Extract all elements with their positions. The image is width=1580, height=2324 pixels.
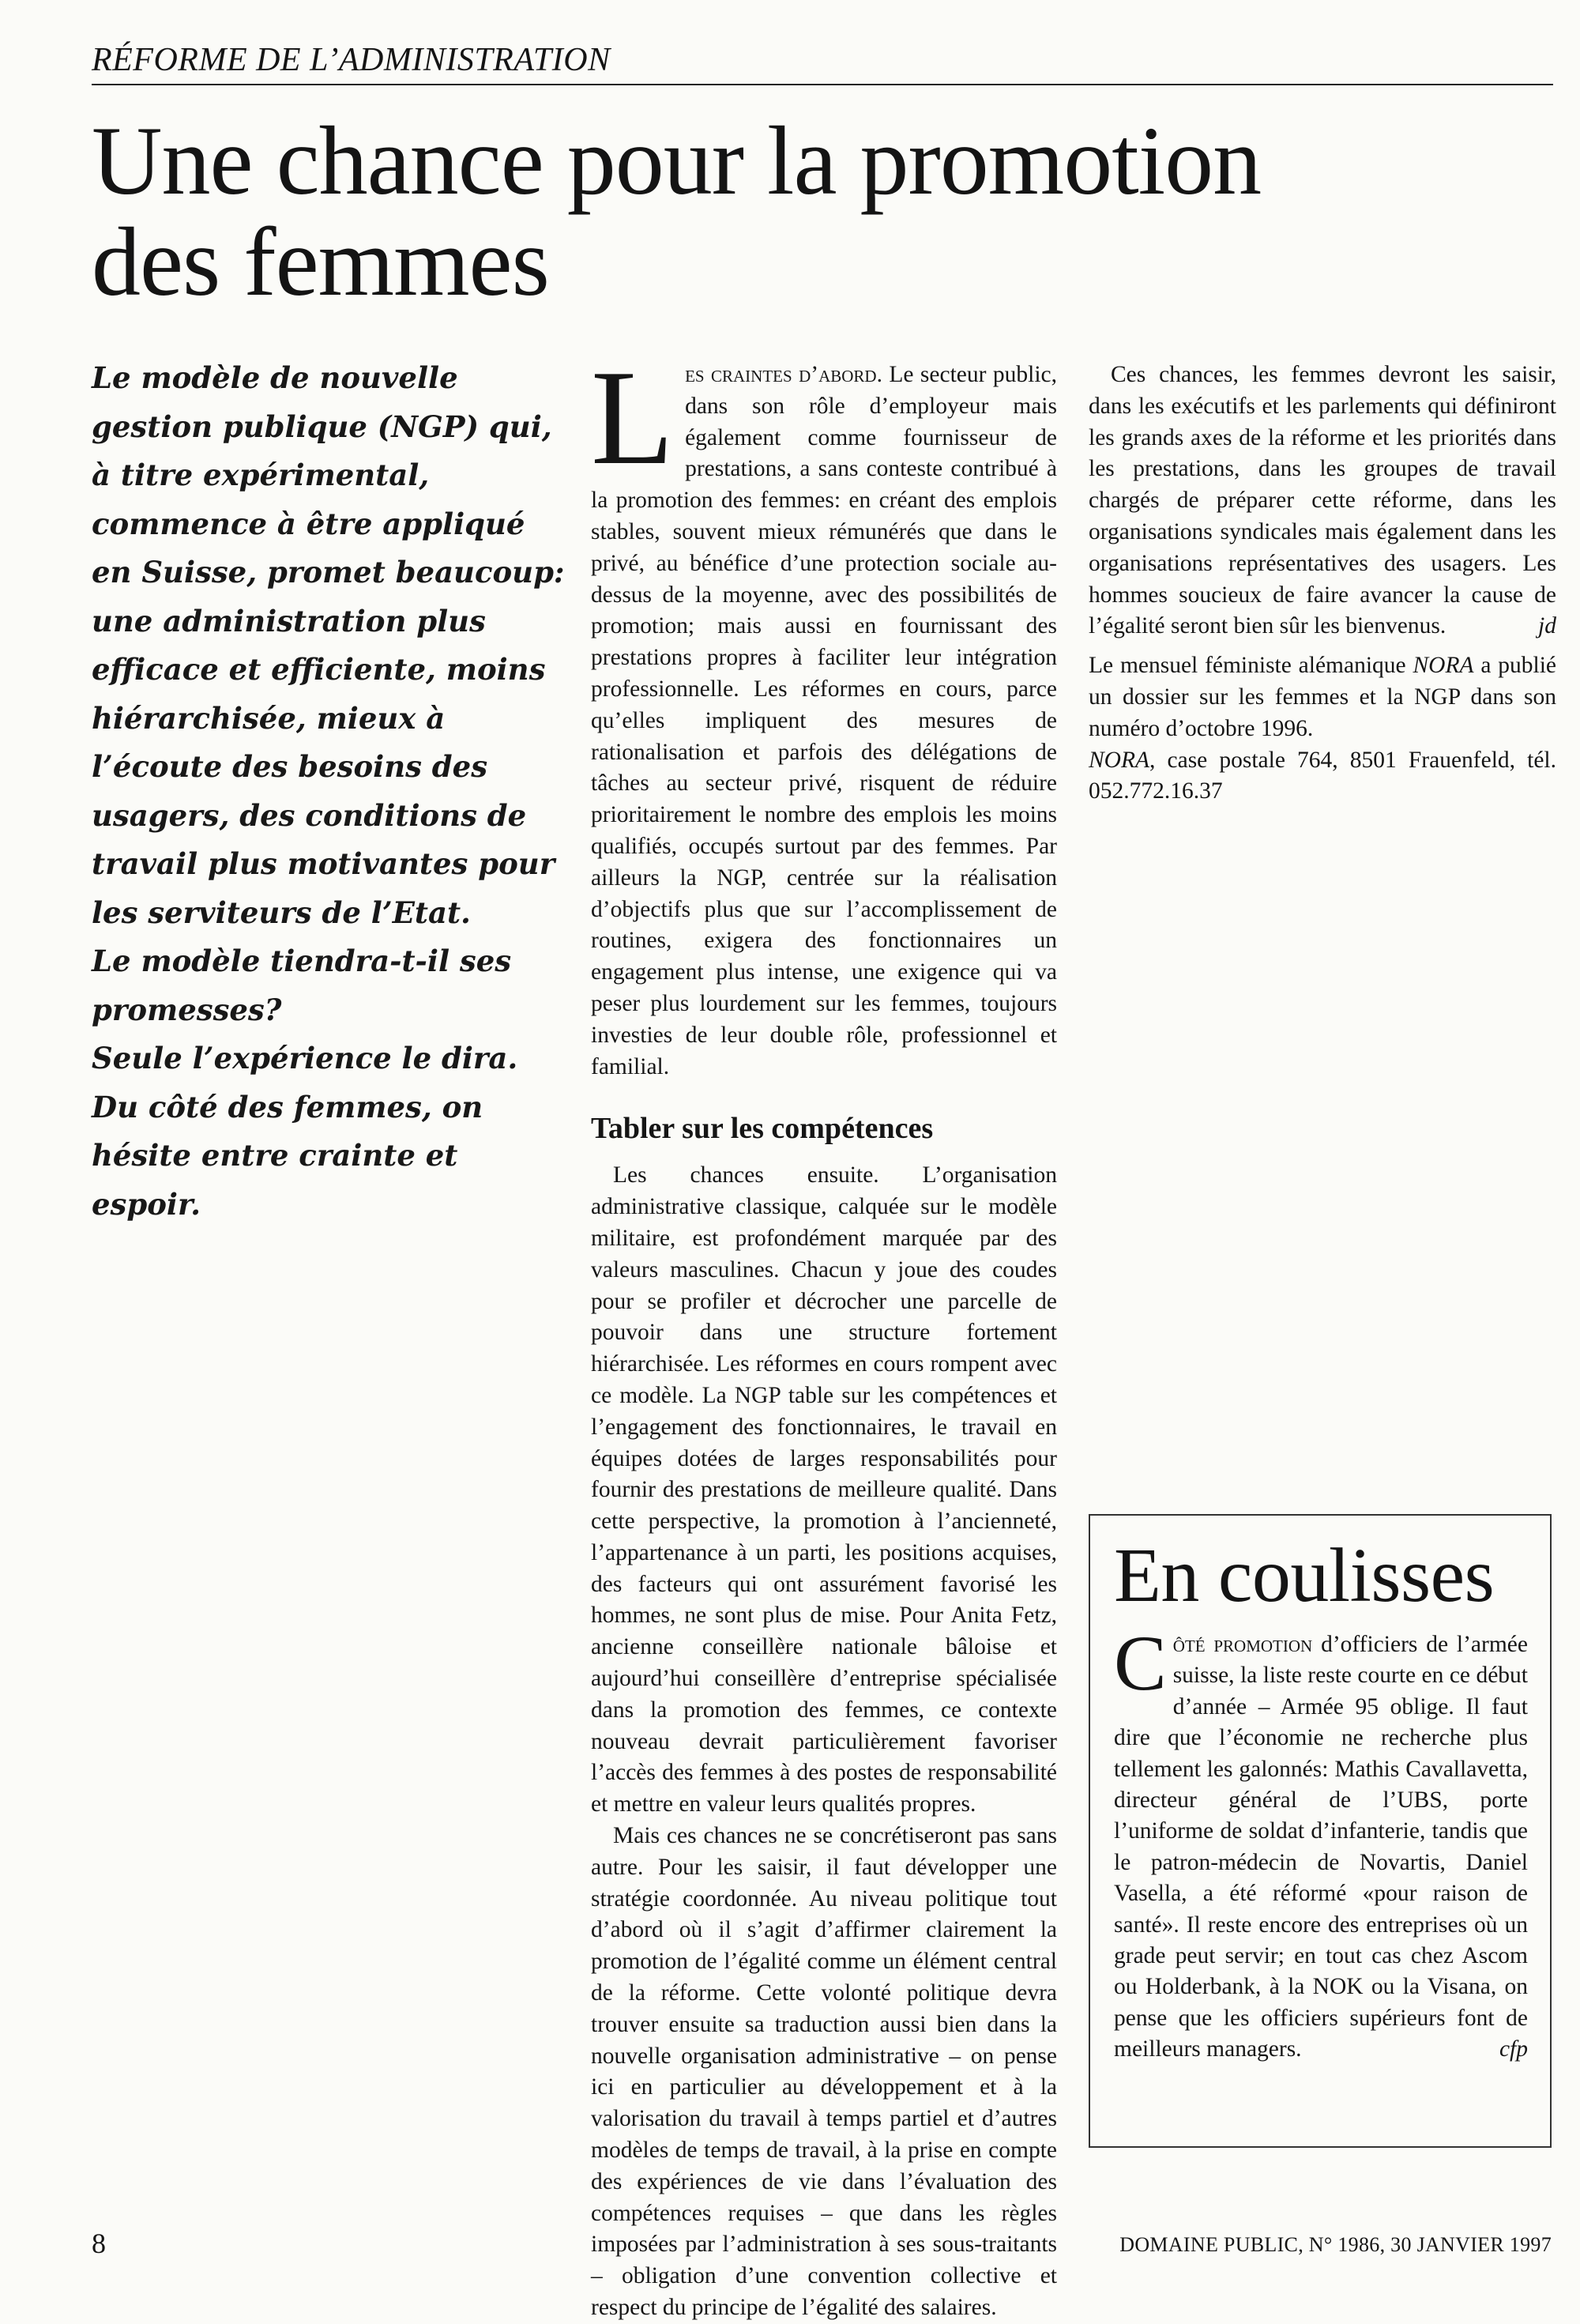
box-paragraph-text: d’officiers de l’armée suisse, la liste reste courte en ce début d’année – Armée 95 oblige. Il faut dire que l’économie ne recherche plus tellement les galonnés: Mathis Cavallavetta, directeur général de l’UBS, porte l’uniforme de soldat d’infanterie, tandis que le patron-médecin de Novartis, Daniel Vasella, a été réformé «pour raison de santé». Il reste encore des entreprises où un grade peut servir; en tout cas chez Ascom ou Holderbank, à la NOK ou la Visana, on pense que les officiers supérieurs font de meilleurs managers. <box>1114 1632 1528 2062</box>
body-paragraph-1 <box>591 343 1057 1083</box>
footnote-nora <box>1089 650 1556 744</box>
headline-line-2: des femmes <box>92 208 549 316</box>
footnote-address-nora: NORA <box>1089 747 1150 773</box>
body-column-1 <box>591 343 1057 2324</box>
sidebar-box-en-coulisses <box>1089 1514 1552 2148</box>
box-title: En coulisses <box>1114 1533 1495 1618</box>
box-opening-small-caps: ôté promotion <box>1172 1632 1313 1657</box>
footnote-text-1: Le mensuel féministe alémanique <box>1089 653 1413 679</box>
footnote-text-2: a publié un dossier sur les femmes et la NGP dans son numéro d’octobre 1996. <box>1089 653 1556 741</box>
body-paragraph-3: Mais ces chances ne se concrétiseront pas sans autre. Pour les saisir, il faut développer une stratégie coordonnée. Au niveau politique tout d’abord où il s’agit d’affirmer clairement la promotion de l’égalité comme un élément central de la réforme. Cette volonté politique devra trouver ensuite sa traduction aussi bien dans la nouvelle organisation administrative – on pense ici en particulier au développement et à la valorisation du travail à temps partiel et d’autres modèles de temps de travail, à la prise en compte des expériences de vie dans l’évaluation des compétences requises – que dans les règles imposées par l’administration à ses sous-traitants – obligation d’une convention collective et respect du principe de l’égalité des salaires. <box>591 1823 1057 2321</box>
footnote-address-text: , case postale 764, 8501 Frauenfeld, tél. 052.772.16.37 <box>1089 747 1556 804</box>
lead-paragraph-2: Le modèle tiendra-t-il ses promesses? <box>92 944 512 1027</box>
box-drop-cap: C <box>1114 1619 1167 1707</box>
lead-paragraph-3: Seule l’expérience le dira. <box>92 1041 518 1075</box>
lead-paragraph-1: Le modèle de nouvelle gestion publique (NGP) qui, à titre expérimental, commence à être appliqué en Suisse, promet beaucoup: une administration plus efficace et efficiente, moins hiérarchisée, mieux à l’écoute des besoins des usagers, des conditions de travail plus motivantes pour les serviteurs de l’Etat. <box>92 360 565 930</box>
drop-cap: L <box>591 343 675 493</box>
box-signature: cfp <box>1499 2036 1528 2062</box>
footnote-nora-title: NORA <box>1413 653 1474 679</box>
article-headline <box>92 107 1553 316</box>
body-paragraph-1-text: Le secteur public, dans son rôle d’employeur mais également comme fournisseur de prestations, a sans conteste contribué à la promotion des femmes: en créant des emplois stables, souvent mieux rémunérés que dans le privé, au bénéfice d’une protection sociale au-dessus de la moyenne, avec des possibilités de promotion; mais aussi en fournissant des prestations propres à faciliter leur intégration professionnelle. Les réformes en cours, parce qu’elles impliquent des mesures de rationalisation et parfois des délégations de tâches au secteur privé, risquent de réduire prioritairement le nombre des emplois les moins qualifiés, occupés surtout par des femmes. Par ailleurs la NGP, centrée sur la réalisation d’objectifs plus que sur l’accomplissement de routines, exigera des fonctionnaires un engagement plus intense, une exigence qui va peser plus lourdement sur les femmes, toujours investies de leur double rôle, professionnel et familial. <box>591 362 1057 1079</box>
subheading-competences: Tabler sur les compétences <box>591 1112 934 1146</box>
author-signature: jd <box>1538 613 1556 639</box>
body-paragraph-4 <box>1089 360 1556 642</box>
body-paragraph-2: Les chances ensuite. L’organisation administrative classique, calquée sur le modèle militaire, est profondément marquée par des valeurs masculines. Chacun y joue des coudes pour se profiler et décrocher une parcelle de pouvoir dans une structure fortement hiérarchisée. Les réformes en cours rompent avec ce modèle. La NGP table sur les compétences et l’engagement des fonctionnaires, le travail en équipes dotées de larges responsabilités pour fournir des prestations de meilleure qualité. Dans cette perspective, la promotion à l’ancienneté, l’appartenance à un parti, les positions acquises, des facteurs qui ont assurément favorisé les hommes, ne sont plus de mise. Pour Anita Fetz, ancienne conseillère nationale bâloise et aujourd’hui conseillère d’entreprise spécialisée dans la promotion des femmes, ce contexte nouveau devrait particulièrement favoriser l’accès des femmes à des postes de responsabilité et mettre en valeur leurs qualités propres. <box>591 1162 1057 1817</box>
page-footer: DOMAINE PUBLIC, N° 1986, 30 JANVIER 1997 <box>1119 2233 1552 2256</box>
opening-small-caps: es craintes d’abord. <box>685 362 882 387</box>
page-number: 8 <box>92 2228 106 2259</box>
section-rubric: RÉFORME DE L’ADMINISTRATION <box>92 41 1553 85</box>
lead-paragraph-4: Du côté des femmes, on hésite entre crainte et espoir. <box>92 1089 483 1222</box>
body-paragraph-4-text: Ces chances, les femmes devront les saisir, dans les exécutifs et les parlements qui définiront les grands axes de la réforme et les priorités dans les prestations, dans les groupes de travail chargés de préparer cette réforme, dans les organisations syndicales mais également dans les organisations représentatives des usagers. Les hommes soucieux de faire avancer la cause de l’égalité seront bien sûr les bienvenus. <box>1089 362 1556 639</box>
footnote-address <box>1089 745 1556 808</box>
box-body <box>1114 1619 1528 2066</box>
body-column-2 <box>1089 360 1556 808</box>
box-paragraph <box>1114 1619 1528 2066</box>
article-lead <box>92 354 566 1229</box>
headline-line-1: Une chance pour la promotion <box>92 107 1262 215</box>
